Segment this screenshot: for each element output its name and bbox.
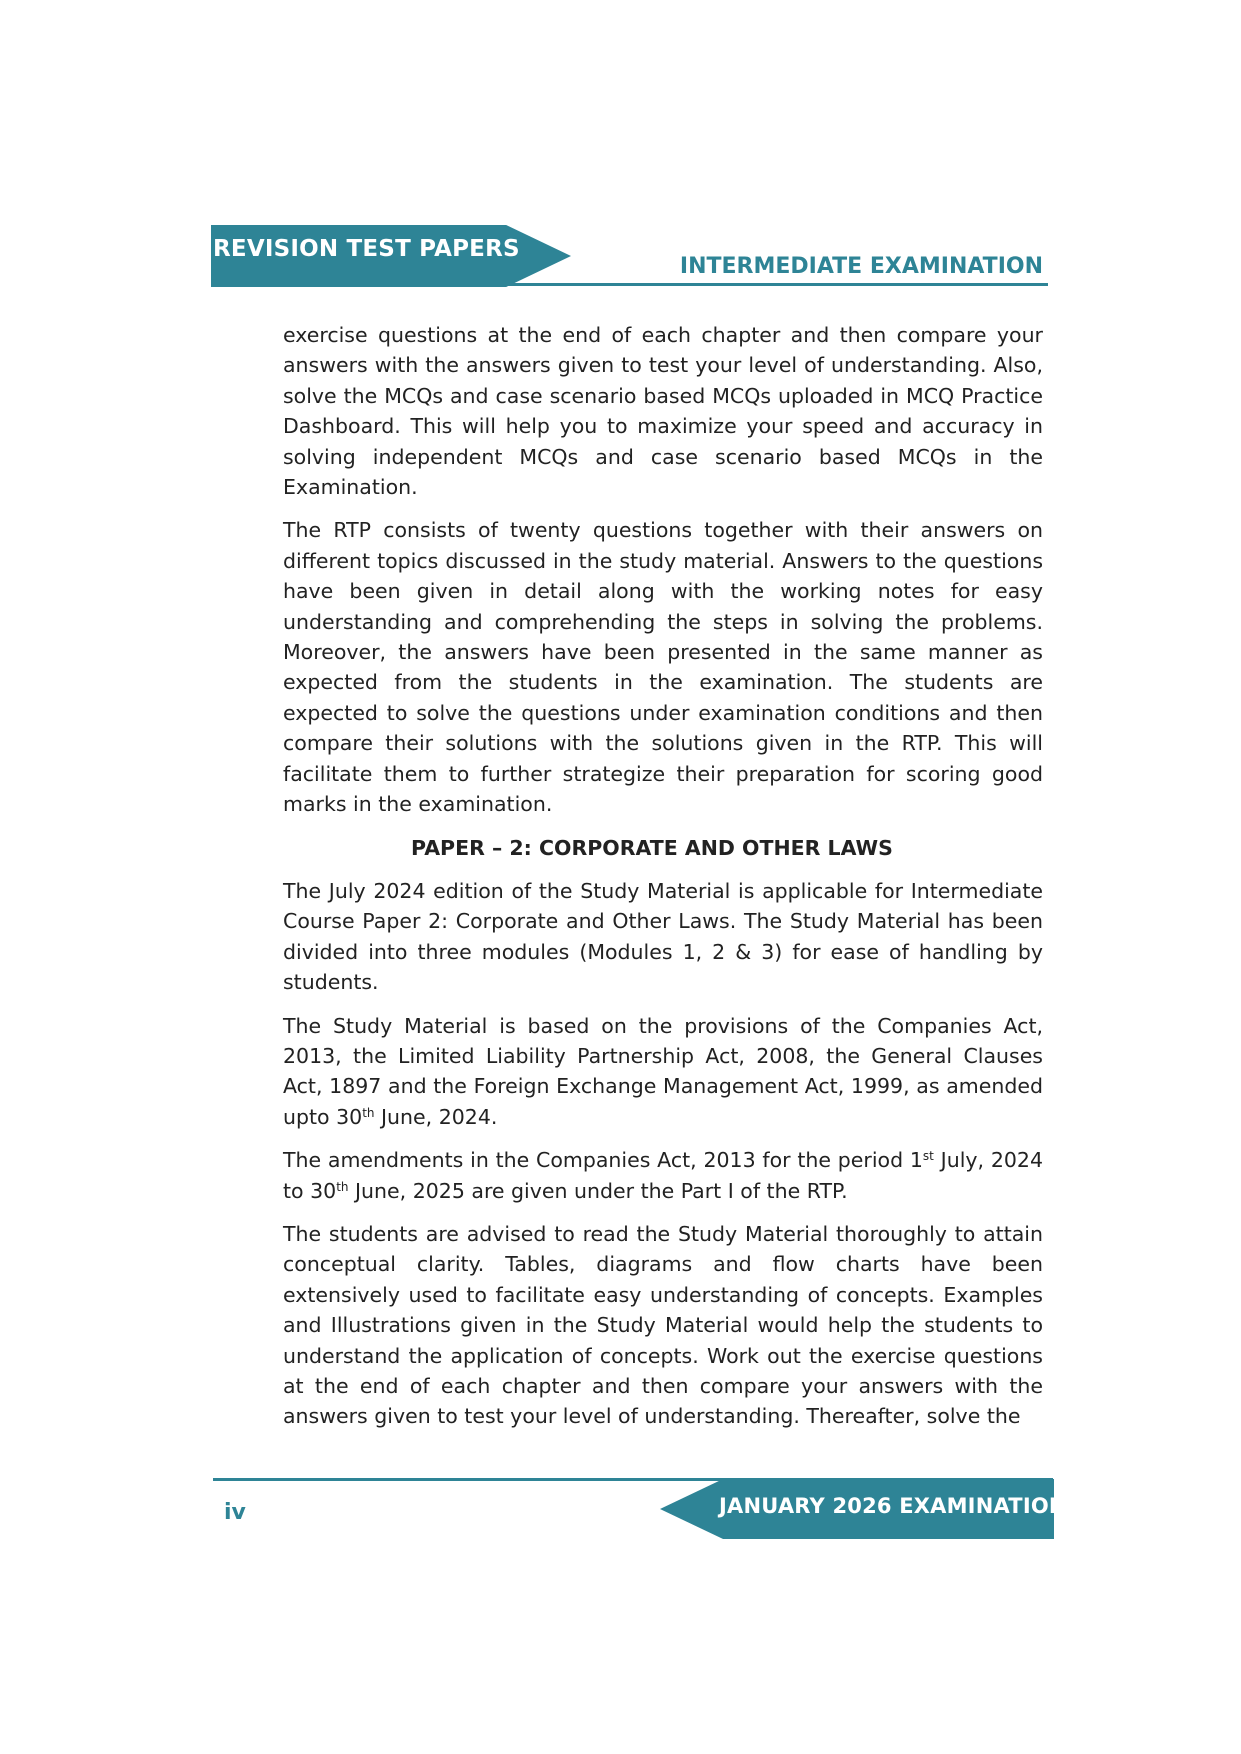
header-banner-title: REVISION TEST PAPERS: [213, 236, 520, 262]
header-exam-title: INTERMEDIATE EXAMINATION: [679, 254, 1043, 279]
paragraph-4: [283, 1011, 1043, 1133]
paragraph-5-text-a: The amendments in the Companies Act, 2013 for the period 1: [283, 1148, 923, 1173]
paragraph-5-text-c: June, 2025 are given under the Part I of the RTP.: [348, 1178, 848, 1203]
paragraph-5-text-b: July, 2024 to 30: [283, 1148, 1043, 1203]
paragraph-4-end: June, 2024.: [374, 1104, 498, 1129]
page-number: iv: [224, 1500, 246, 1525]
superscript-th: th: [362, 1105, 375, 1120]
paragraph-5: [283, 1145, 1043, 1206]
superscript-th-2: th: [336, 1179, 349, 1194]
superscript-st: st: [922, 1149, 934, 1164]
page-content: [283, 320, 1043, 1445]
section-heading: PAPER – 2: CORPORATE AND OTHER LAWS: [411, 835, 893, 860]
paragraph-1: exercise questions at the end of each chapter and then compare your answers with the answers given to test your level of understanding. Also, solve the MCQs and case scenario based MCQs uploaded in MCQ Practice Dashboard. This will help you to maximize your speed and accuracy in solving independent MCQs and case scenario based MCQs in the Examination.: [283, 323, 1043, 500]
paragraph-3: The July 2024 edition of the Study Material is applicable for Intermediate Course Paper 2: Corporate and Other Laws. The Study Material has been divided into three modules (Modules 1, 2 & 3) for ease of handling by students.: [283, 878, 1043, 995]
paragraph-4-text: The Study Material is based on the provisions of the Companies Act, 2013, the Limited Liability Partnership Act, 2008, the General Clauses Act, 1897 and the Foreign Exchange Management Act, 1999, as amended upto 30: [283, 1013, 1043, 1129]
paragraph-6: The students are advised to read the Study Material thoroughly to attain conceptual clarity. Tables, diagrams and flow charts have been extensively used to facilitate easy understanding of concepts. Examples and Illustrations given in the Study Material would help the students to understand the application of concepts. Work out the exercise questions at the end of each chapter and then compare your answers with the answers given to test your level of understanding. Thereafter, solve the: [283, 1221, 1043, 1429]
footer-banner-title: JANUARY 2026 EXAMINATION: [719, 1494, 1067, 1518]
header-rule: [211, 283, 1048, 286]
paragraph-2: The RTP consists of twenty questions together with their answers on different topics discussed in the study material. Answers to the questions have been given in detail along with the working notes for easy understanding and comprehending the steps in solving the problems. Moreover, the answers have been presented in the same manner as expected from the students in the examination. The students are expected to solve the questions under examination conditions and then compare their solutions with the solutions given in the RTP. This will facilitate them to further strategize their preparation for scoring good marks in the examination.: [283, 518, 1043, 817]
